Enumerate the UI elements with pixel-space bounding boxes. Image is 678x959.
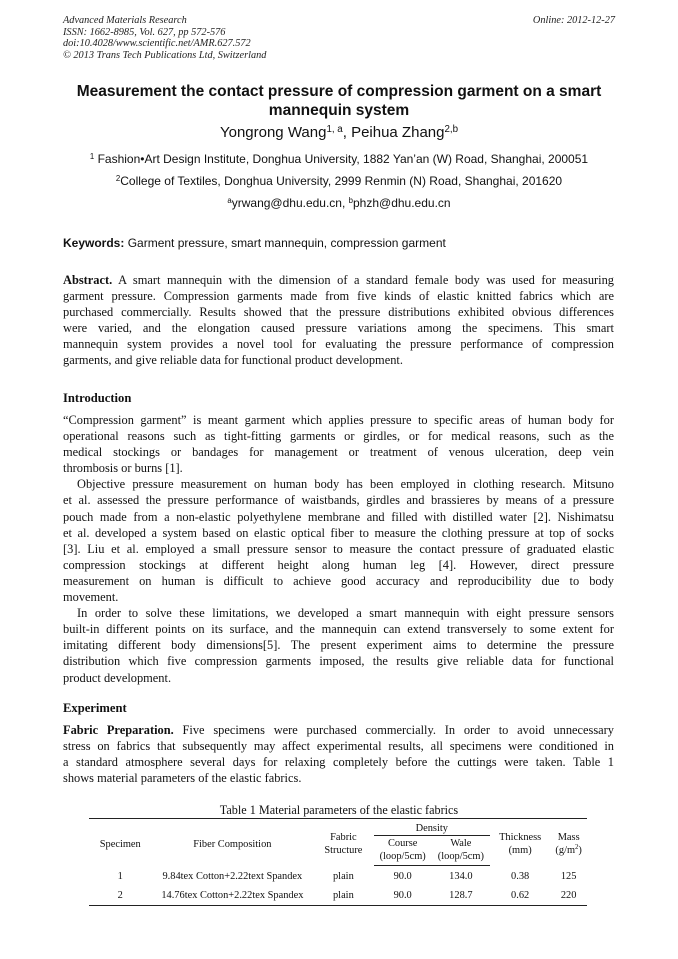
- intro-line: measurement on human is difficult to achieve good accuracy and reproducibility due to body: [63, 573, 614, 588]
- email-b-mark: b: [348, 195, 353, 205]
- experiment-body: [63, 722, 614, 786]
- intro-line: thrombosis or burns [1].: [63, 461, 183, 476]
- affiliation-1-mark: 1: [89, 151, 95, 161]
- header-specimen: Specimen: [89, 819, 152, 866]
- keywords-text: Garment pressure, smart mannequin, compression garment: [124, 236, 446, 250]
- author-1: Yongrong Wang: [219, 124, 327, 141]
- author-list: [0, 124, 678, 141]
- author-separator: ,: [342, 124, 352, 141]
- table-header-row: [89, 819, 587, 836]
- abstract-label: Abstract.: [63, 273, 113, 287]
- intro-line: product development.: [63, 670, 172, 685]
- header-thickness: Thickness (mm): [490, 819, 550, 866]
- abstract-line: mannequin system provides a novel tool for evaluating the pressure performance of compression: [63, 337, 614, 352]
- cell-mass: 220: [550, 886, 587, 906]
- issn-line: ISSN: 1662-8985, Vol. 627, pp 572-576: [63, 26, 226, 38]
- experiment-heading: Experiment: [63, 701, 127, 715]
- paper-title: [58, 82, 620, 120]
- header-wale: Wale: [450, 838, 472, 849]
- abstract-line: Abstract. A smart mannequin with the dimension of a standard female body was used for measuring: [63, 273, 614, 287]
- author-2: Peihua Zhang: [351, 124, 445, 141]
- cell-specimen: 2: [89, 886, 152, 906]
- intro-line: movement.: [63, 590, 119, 605]
- cell-thickness: 0.38: [511, 870, 530, 882]
- intro-line: et al. developed a system based on elastic optical fiber to measure the clothing pressure at top of socks: [63, 525, 614, 540]
- intro-line: imitating different body dimensions[5]. The present experiment aims to determine the pressure: [63, 638, 614, 653]
- title-line-1: Measurement the contact pressure of compression garment on a smart: [76, 83, 602, 100]
- table-caption: Table 1 Material parameters of the elastic fabrics: [219, 803, 459, 817]
- author-emails: [0, 196, 678, 210]
- cell-wale: 128.7: [432, 886, 490, 906]
- abstract-line: garment pressure. Compression garments made from five kinds of elastic knitted fabrics which are: [63, 289, 614, 304]
- header-fabric-structure: Fabric Structure: [313, 819, 373, 866]
- experiment-line: a standard atmosphere several days for relaxing completely before the cuttings were taken. Table 1: [63, 755, 614, 770]
- email-a-mark: a: [227, 195, 232, 205]
- cell-specimen: 1: [117, 870, 123, 882]
- intro-line: compression stockings at different height along human leg [4]. However, direct pressure: [63, 557, 614, 572]
- cell-thickness: 0.62: [490, 886, 550, 906]
- header-wale-unit: (loop/5cm): [432, 850, 490, 866]
- cell-course: 90.0: [393, 871, 412, 882]
- cell-structure: plain: [313, 886, 373, 906]
- header-course: Course: [387, 838, 418, 849]
- journal-header: [63, 15, 266, 61]
- affiliation-2-mark: 2: [115, 173, 121, 183]
- intro-line: [3]. Liu et al. employed a small pressure sensor to measure the contact pressure of graduated elastic: [63, 541, 614, 556]
- header-mass: Mass $(g/m^2)$: [550, 819, 587, 866]
- abstract-line: purchased commercially. Results showed that the pressure distributions exhibited obvious differences: [63, 305, 614, 320]
- cell-fiber: 14.76tex Cotton+2.22tex Spandex: [152, 886, 314, 906]
- journal-name: Advanced Materials Research: [63, 15, 187, 26]
- table-row: [89, 866, 587, 887]
- email-a: yrwang@dhu.edu.cn,: [231, 196, 349, 210]
- affiliation-1-text: Fashion•Art Design Institute, Donghua University, 1882 Yan’an (W) Road, Shanghai, 200051: [94, 152, 589, 166]
- cell-course: 90.0: [374, 886, 432, 906]
- abstract-line: garments, and give reliable data for functional product development.: [63, 353, 403, 368]
- intro-line: pouch made from a non-elastic polyethylene membrane and filled with distilled water [2]. Nishimatsu: [63, 509, 614, 524]
- header-fiber-composition: Fiber Composition: [152, 819, 314, 866]
- introduction-heading: Introduction: [63, 391, 132, 405]
- intro-line: In order to solve these limitations, we developed a smart mannequin with eight pressure sensors: [77, 606, 614, 621]
- keywords: [63, 236, 446, 250]
- affiliation-2-text: College of Textiles, Donghua University, 2999 Renmin (N) Road, Shanghai, 201620: [120, 174, 563, 188]
- doi-line: doi:10.4028/www.scientific.net/AMR.627.572: [63, 38, 251, 50]
- experiment-line: stress on fabrics that subsequently may affect experimental results, all specimens were conditioned in: [63, 739, 614, 754]
- keywords-label: Keywords:: [63, 236, 125, 250]
- intro-line: built-in different points on its surface, and the mannequin can extend transversely to some extent for: [63, 622, 614, 637]
- author-2-affil: 2,b: [444, 123, 459, 135]
- affiliation-2: [0, 174, 678, 188]
- email-b: phzh@dhu.edu.cn: [353, 196, 451, 210]
- cell-mass: 125: [560, 870, 577, 882]
- intro-line: operational reasons such as tight-fitting garments or girdles, or for medical reasons, such as the: [63, 429, 614, 444]
- abstract-line: were varied, and the elongation caused pressure variations among the specimens. This smart: [63, 321, 614, 336]
- experiment-line: Fabric Preparation. Five specimens were purchased commercially. In order to avoid unnecessary: [63, 723, 614, 737]
- experiment-line: shows material parameters of the elastic fabrics.: [63, 771, 302, 786]
- intro-line: medical stockings or bandages for management or treatment of venous ulceration, deep vein: [63, 445, 614, 460]
- cell-wale: 134.0: [449, 871, 473, 882]
- copyright-line: © 2013 Trans Tech Publications Ltd, Switzerland: [63, 49, 267, 61]
- intro-line: distribution which five compression garments imposed, the results give reliable data for functional: [63, 654, 614, 669]
- cell-fiber: 9.84tex Cotton+2.22text Spandex: [162, 870, 303, 882]
- introduction-body: [63, 412, 614, 686]
- table-row: [89, 886, 587, 906]
- fabric-preparation-label: Fabric Preparation.: [63, 723, 174, 737]
- abstract: [63, 272, 614, 369]
- intro-line: Objective pressure measurement on human body has been employed in clothing research. Mitsuno: [77, 477, 614, 492]
- header-density: Density: [374, 819, 490, 836]
- header-course-unit: (loop/5cm): [374, 850, 432, 866]
- cell-structure: plain: [332, 870, 354, 882]
- intro-line: et al. assessed the pressure performance of waistbands, girdles and brassieres by means of a pressure: [63, 493, 614, 508]
- intro-line: “Compression garment” is meant garment which applies pressure to specific areas of human body for: [63, 413, 614, 427]
- author-1-affil: 1, a: [326, 123, 343, 135]
- affiliation-1: [0, 152, 678, 166]
- online-date: Online: 2012-12-27: [532, 15, 615, 26]
- material-parameters-table: [89, 818, 587, 906]
- title-line-2: mannequin system: [268, 102, 410, 119]
